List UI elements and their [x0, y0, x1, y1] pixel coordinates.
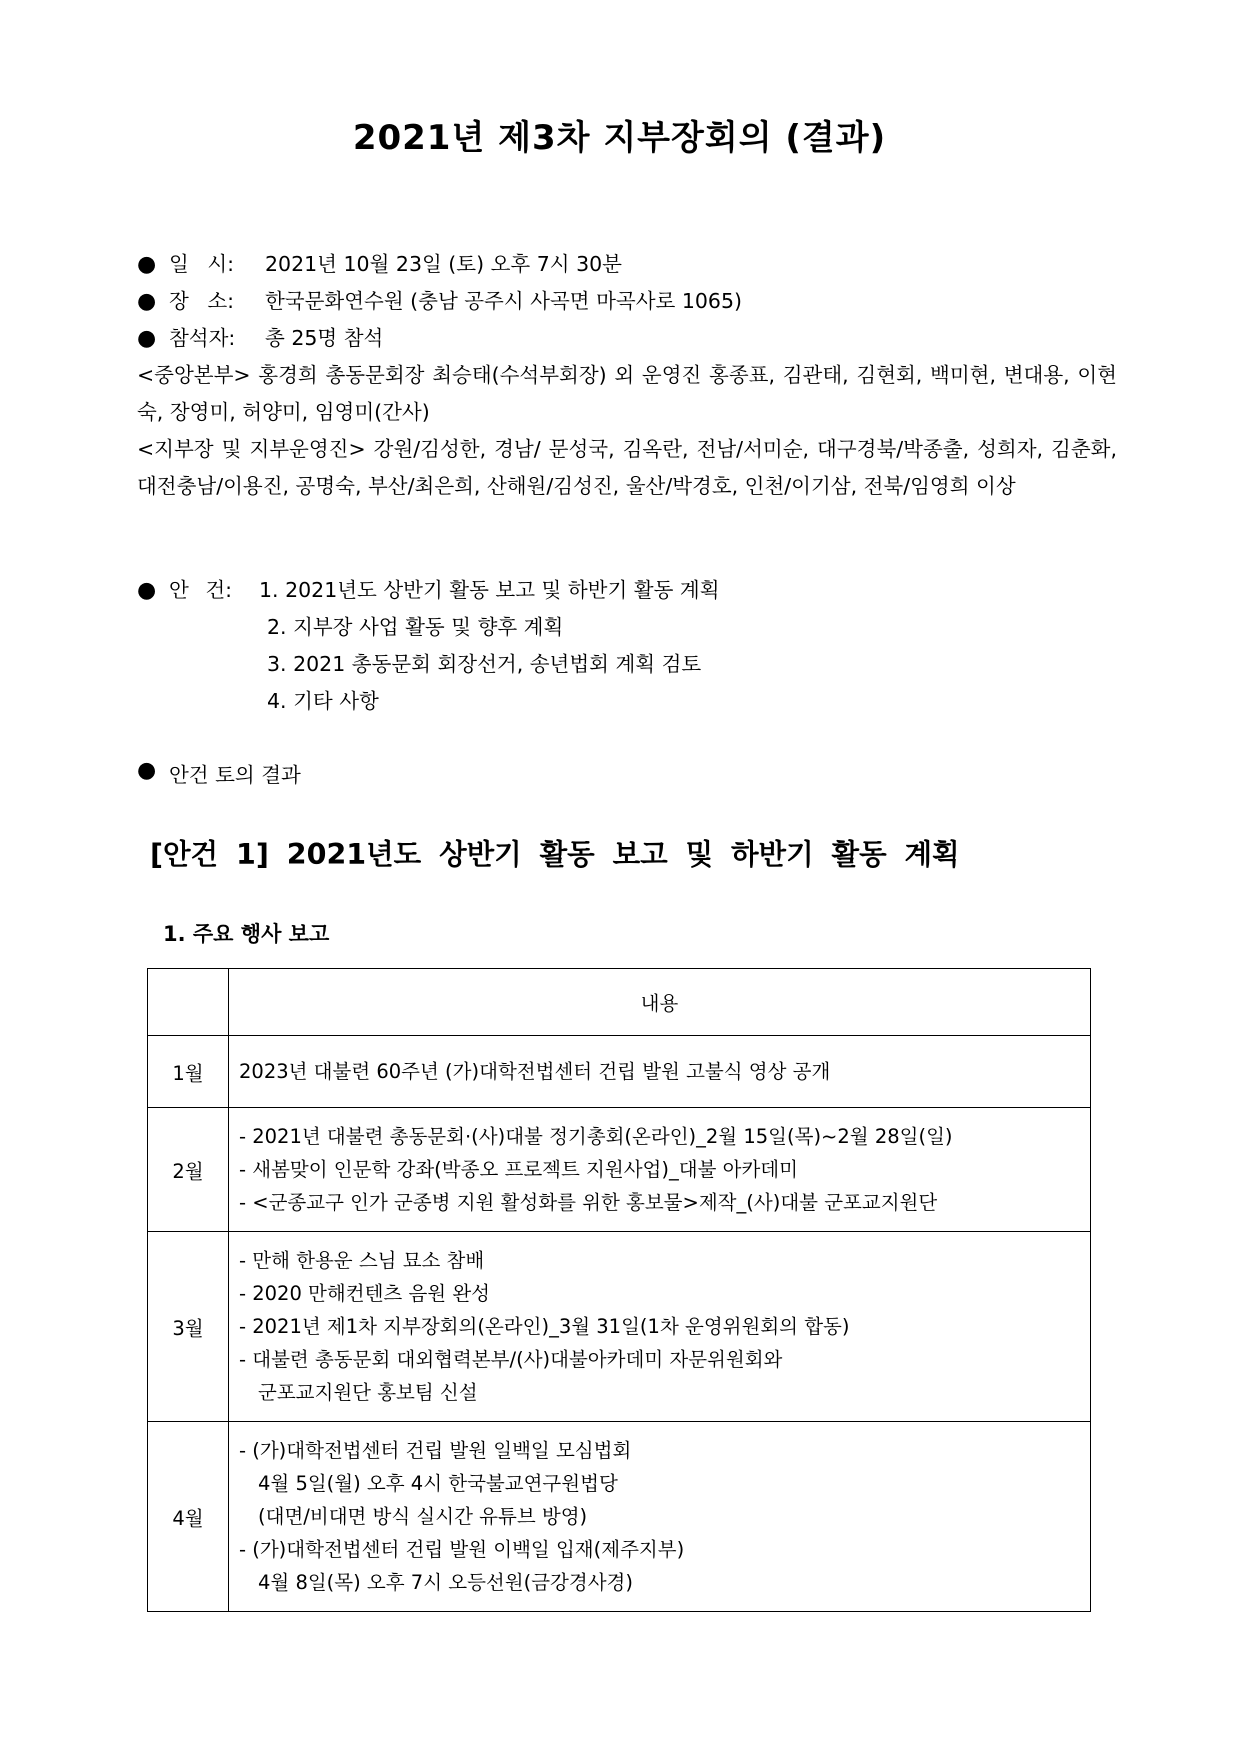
attendee-label: 참석자:	[169, 326, 236, 350]
bullet-icon: ●	[137, 578, 157, 603]
content-line: 2023년 대불련 60주년 (가)대학전법센터 건립 발원 고불식 영상 공개	[239, 1060, 831, 1083]
bullet-icon: ●	[137, 252, 157, 277]
content-line: - <군종교구 인가 군종병 지원 활성화를 위한 홍보물>제작_(사)대불 군포교지원단	[239, 1191, 938, 1214]
table-row	[148, 1232, 1091, 1422]
content-line: - 2020 만해컨텐츠 음원 완성	[239, 1282, 490, 1305]
bullet-icon: ●	[137, 289, 157, 314]
agenda-item: 2. 지부장 사업 활동 및 향후 계획	[267, 615, 564, 639]
content-line: (대면/비대면 방식 실시간 유튜브 방영)	[258, 1505, 588, 1528]
agenda-items	[259, 572, 720, 720]
content-cell	[229, 1422, 1091, 1612]
bullet-icon: ●	[137, 758, 157, 783]
attendee-value: 총 25명 참석	[265, 326, 384, 350]
agenda	[137, 572, 720, 720]
agenda-item: 1. 2021년도 상반기 활동 보고 및 하반기 활동 계획	[259, 578, 720, 602]
content-line: 4월 8일(목) 오후 7시 오등선원(금강경사경)	[258, 1571, 633, 1594]
month-cell: 2월	[148, 1108, 229, 1232]
agenda-row	[137, 572, 720, 720]
content-line: - (가)대학전법센터 건립 발원 이백일 입재(제주지부)	[239, 1538, 685, 1561]
date-value: 2021년 10월 23일 (토) 오후 7시 30분	[265, 252, 622, 276]
section-title: [안건 1] 2021년도 상반기 활동 보고 및 하반기 활동 계획	[150, 838, 960, 871]
month-cell: 3월	[148, 1232, 229, 1422]
content-line: - (가)대학전법센터 건립 발원 일백일 모심법회	[239, 1439, 632, 1462]
hq-attendees: <중앙본부> 홍경희 총동문회장 최승태(수석부회장) 외 운영진 홍종표, 김관태, 김현회, 백미현, 변대용, 이현숙, 장영미, 허양미, 임영미(간사)	[137, 363, 1117, 424]
content-header: 내용	[229, 969, 1091, 1036]
agenda-item: 3. 2021 총동문회 회장선거, 송년법회 계획 검토	[267, 652, 702, 676]
agenda-label: 안 건:	[169, 578, 233, 602]
subsection-title: 1. 주요 행사 보고	[163, 922, 330, 946]
table-row	[148, 1036, 1091, 1108]
content-line: - 새봄맞이 인문학 강좌(박종오 프로젝트 지원사업)_대불 아카데미	[239, 1158, 798, 1181]
content-cell	[229, 1036, 1091, 1108]
date-row	[137, 246, 1117, 283]
document-title: 2021년 제3차 지부장회의 (결과)	[352, 118, 887, 158]
table-row	[148, 1422, 1091, 1612]
month-cell: 1월	[148, 1036, 229, 1108]
bullet-icon: ●	[137, 326, 157, 351]
table-row	[148, 1108, 1091, 1232]
content-line: - 2021년 대불련 총동문회·(사)대불 정기총회(온라인)_2월 15일(목)~2월 28일(일)	[239, 1125, 953, 1148]
result-heading-row	[137, 758, 301, 788]
branch-attendees: <지부장 및 지부운영진> 강원/김성한, 경남/ 문성국, 김옥란, 전남/서미순, 대구경북/박종출, 성희자, 김춘화, 대전충남/이용진, 공명숙, 부산/최은희, 산해원/김성진, 울산/박경호, 인천/이기삼, 전북/임영희 이상	[137, 437, 1117, 498]
content-cell	[229, 1232, 1091, 1422]
agenda-item: 4. 기타 사항	[267, 689, 379, 713]
place-label: 장 소:	[169, 289, 235, 313]
content-line: - 2021년 제1차 지부장회의(온라인)_3월 31일(1차 운영위원회의 합동)	[239, 1315, 850, 1338]
month-header	[148, 969, 229, 1036]
date-label: 일 시:	[169, 252, 235, 276]
content-cell	[229, 1108, 1091, 1232]
content-line: - 만해 한용운 스님 묘소 참배	[239, 1249, 485, 1272]
month-cell: 4월	[148, 1422, 229, 1612]
place-value: 한국문화연수원 (충남 공주시 사곡면 마곡사로 1065)	[265, 289, 743, 313]
content-line: - 대불련 총동문회 대외협력본부/(사)대불아카데미 자문위원회와	[239, 1348, 783, 1371]
attendee-row	[137, 320, 1117, 357]
content-line: 4월 5일(월) 오후 4시 한국불교연구원법당	[258, 1472, 618, 1495]
meeting-info	[137, 246, 1117, 505]
content-line: 군포교지원단 홍보팀 신설	[258, 1381, 478, 1404]
events-table	[147, 968, 1091, 1612]
result-heading: 안건 토의 결과	[169, 763, 301, 787]
place-row	[137, 283, 1117, 320]
table-header-row	[148, 969, 1091, 1036]
